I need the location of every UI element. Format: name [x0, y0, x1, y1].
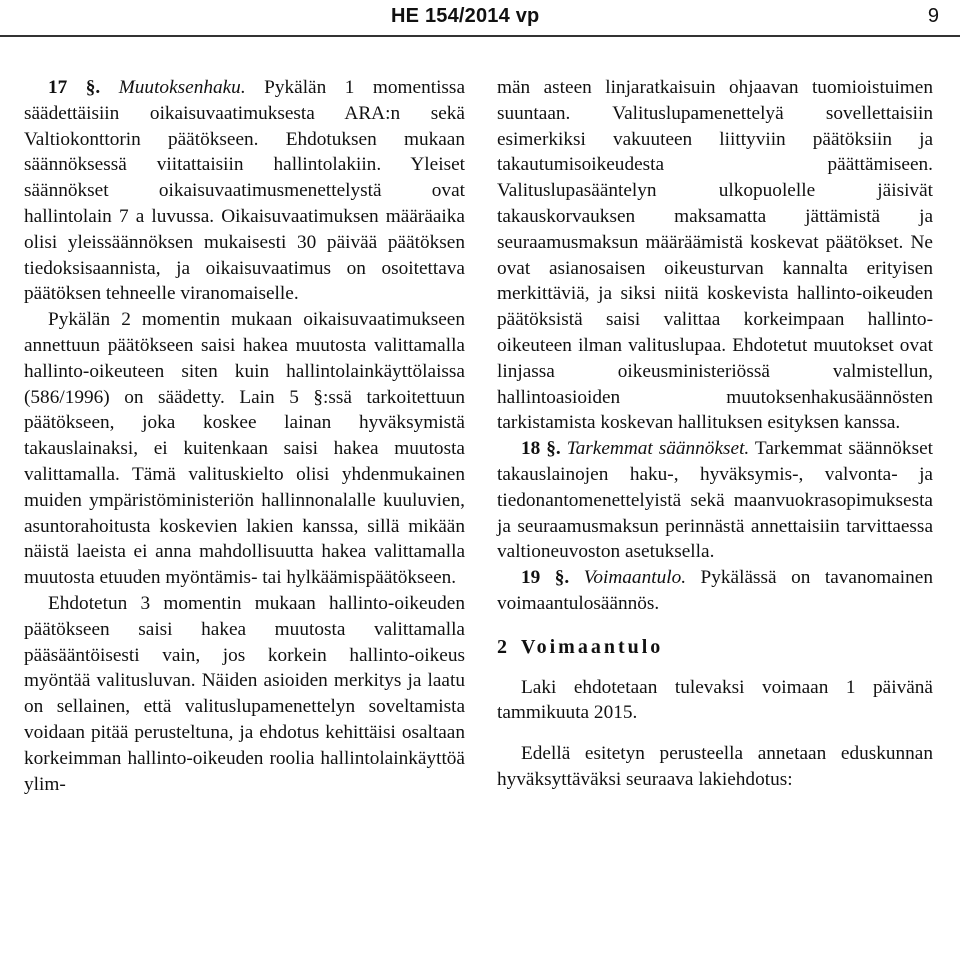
right-column — [497, 75, 933, 793]
page-header — [0, 0, 960, 36]
paragraph: Pykälän 2 momentin mukaan oikaisuvaatimukseen annettuun päätökseen saisi hakea muutosta valittamalla hallinto-oikeuteen siten kuin hallintolainkäyttölaissa (586/1996) on säädetty. Lain 5 §:ssä tarkoitettuun päätökseen, joka koskee lainan hyväksymistä takauslainaksi, ei kuitenkaan saisi hakea muutosta valittamalla. Tämä valituskielto olisi yhdenmukainen muiden ympäristöministeriön hallinnonalalle kuuluvien, asuntorahoitusta koskevien lakien kanssa, sillä mikään näistä laeista ei anna mahdollisuutta hakea valittamalla muutosta etuuden myöntämis- tai hylkäämispäätökseen. — [24, 309, 465, 589]
section-number: 18 §. — [521, 438, 561, 460]
document-id: HE 154/2014 vp — [391, 5, 540, 27]
section-title: Tarkemmat säännökset. — [566, 438, 750, 460]
section-18-paragraph — [497, 436, 933, 565]
heading-number: 2 — [497, 635, 507, 658]
paragraph: Ehdotetun 3 momentin mukaan hallinto-oikeuden päätökseen saisi hakea muutosta valittamalla pääsääntöisesti vain, jos korkein hallinto-oikeus myöntää valitusluvan. Näiden asioiden merkitys ja laatu on sellainen, että valituslupamenettelyn soveltamista voidaan pitää perusteltuna, ja ehdotus kehittäisi osaltaan korkeimman hallinto-oikeuden roolia hallintolainkäyttöä ylim- — [24, 592, 465, 795]
page-number: 9 — [927, 5, 939, 27]
section-number: 19 §. — [521, 567, 570, 589]
chapter-heading — [497, 635, 933, 661]
left-column — [24, 75, 465, 797]
paragraph: Edellä esitetyn perusteella annetaan eduskunnan hyväksyttäväksi seuraava lakiehdotus: — [497, 743, 933, 790]
section-number: 17 §. — [48, 77, 101, 98]
header-rule — [0, 35, 960, 37]
section-text: Tarkemmat säännökset takauslainojen haku-, hyväksymis-, valvonta- ja tiedonantomenettelyistä sekä maanvuokrasopimuksesta ja seuraamusmaksun perinnästä annettaisiin tarvittaessa valtioneuvoston asetuksella. — [497, 438, 933, 563]
section-text: Pykälässä on tavanomainen voimaantulosäännös. — [497, 567, 933, 614]
section-text: Pykälän 1 momentissa säädettäisiin oikaisuvaatimuksesta ARA:n sekä Valtiokonttorin päätökseen. Ehdotuksen mukaan säännöksessä viitattaisiin hallintolakiin. Yleiset säännökset oikaisuvaatimusmenettelystä ovat hallintolain 7 a luvussa. Oikaisuvaatimuksen määräaika olisi yleissäännöksen mukaisesti 30 päivää päätöksen tiedoksisaannista, ja oikaisuvaatimus on osoitettava päätöksen tehneelle viranomaiselle. — [24, 77, 465, 305]
paragraph: Laki ehdotetaan tulevaksi voimaan 1 päivänä tammikuuta 2015. — [497, 676, 933, 724]
paragraph: män asteen linjaratkaisuin ohjaavan tuomioistuimen suuntaan. Valituslupamenettelyä sovellettaisiin esimerkiksi vakuuteen liittyviin päätöksiin ja takautumisoikeudesta päättämiseen. Valituslupasääntelyn ulkopuolelle jäisivät takauskorvauksen maksamatta jättämistä ja seuraamusmaksun määräämistä koskevat päätökset. Ne ovat asianosaisen oikeusturvan kannalta erityisen merkittäviä, ja siksi niitä koskevista hallinto-oikeuden päätöksistä saisi valittaa korkeimpaan hallinto-oikeuteen ilman valituslupaa. Ehdotetut muutokset ovat linjassa oikeusministeriössä valmistellun, hallintoasioiden muutoksenhakusäännösten tarkistamista koskevan hallituksen esityksen kanssa. — [497, 77, 933, 434]
section-19-paragraph — [497, 565, 933, 617]
section-title: Voimaantulo. — [583, 567, 687, 589]
section-title: Muutoksenhaku. — [118, 77, 246, 98]
section-17-paragraph — [24, 75, 465, 307]
heading-title: Voimaantulo — [521, 635, 664, 658]
